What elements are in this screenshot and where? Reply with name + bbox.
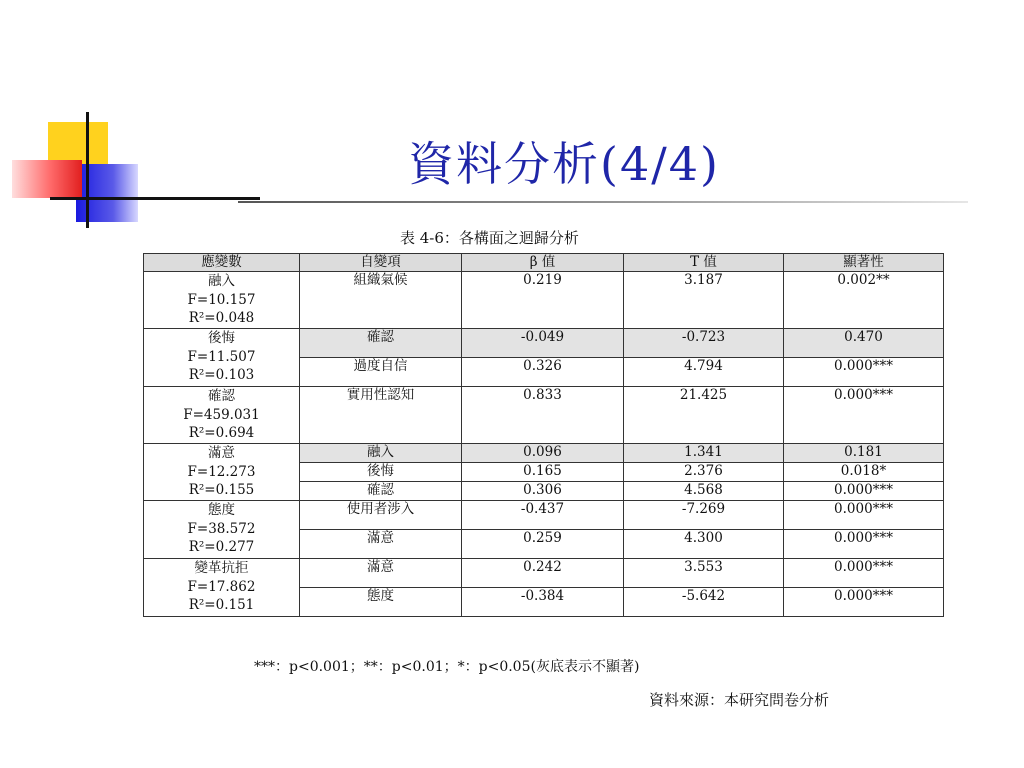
f-statistic: F=12.273 [187, 463, 256, 480]
f-statistic: F=38.572 [187, 520, 256, 537]
independent-variable-cell: 確認 [300, 482, 462, 501]
t-value-cell: -7.269 [624, 501, 784, 530]
header-t-value: T 值 [624, 254, 784, 272]
table-row [144, 272, 944, 329]
beta-cell: 0.096 [462, 444, 624, 463]
t-value-cell: 4.568 [624, 482, 784, 501]
significance-cell: 0.002** [784, 272, 944, 329]
r-squared: R²=0.151 [188, 597, 255, 613]
significance-cell: 0.470 [784, 329, 944, 358]
dependent-variable-cell [144, 559, 300, 617]
independent-variable-cell: 實用性認知 [300, 387, 462, 444]
dependent-variable-cell [144, 272, 300, 329]
beta-cell: -0.437 [462, 501, 624, 530]
t-value-cell: -0.723 [624, 329, 784, 358]
data-source: 資料來源：本研究問卷分析 [649, 691, 830, 709]
beta-cell: 0.219 [462, 272, 624, 329]
header-dependent-variable: 應變數 [144, 254, 300, 272]
beta-cell: -0.049 [462, 329, 624, 358]
f-statistic: F=11.507 [187, 348, 256, 365]
table-row [144, 559, 944, 588]
table-footnote: ***：p<0.001；**：p<0.01；*：p<0.05(灰底表示不顯著) [254, 659, 640, 675]
slide-logo [0, 0, 260, 240]
independent-variable-cell: 滿意 [300, 559, 462, 588]
dependent-variable-name: 確認 [208, 388, 235, 404]
significance-cell: 0.181 [784, 444, 944, 463]
header-independent-variable: 自變項 [300, 254, 462, 272]
independent-variable-cell: 組織氣候 [300, 272, 462, 329]
beta-cell: 0.306 [462, 482, 624, 501]
significance-cell: 0.000*** [784, 501, 944, 530]
r-squared: R²=0.048 [188, 310, 255, 326]
r-squared: R²=0.694 [188, 425, 255, 441]
significance-cell: 0.000*** [784, 358, 944, 387]
r-squared: R²=0.277 [188, 539, 255, 555]
dependent-variable-cell [144, 387, 300, 444]
dependent-variable-name: 後悔 [208, 330, 235, 346]
beta-cell: -0.384 [462, 588, 624, 617]
significance-cell: 0.000*** [784, 559, 944, 588]
significance-cell: 0.018* [784, 463, 944, 482]
r-squared: R²=0.155 [188, 482, 255, 498]
table-caption: 表 4-6：各構面之迴歸分析 [400, 229, 579, 247]
t-value-cell: 4.300 [624, 530, 784, 559]
dependent-variable-name: 態度 [208, 502, 235, 518]
regression-table [143, 253, 944, 617]
independent-variable-cell: 過度自信 [300, 358, 462, 387]
slide-title: 資料分析(4/4) [408, 137, 720, 191]
t-value-cell: 2.376 [624, 463, 784, 482]
dependent-variable-name: 變革抗拒 [194, 560, 249, 576]
dependent-variable-cell [144, 329, 300, 387]
t-value-cell: 1.341 [624, 444, 784, 463]
beta-cell: 0.165 [462, 463, 624, 482]
significance-cell: 0.000*** [784, 588, 944, 617]
t-value-cell: 21.425 [624, 387, 784, 444]
table-row [144, 501, 944, 530]
table-row [144, 329, 944, 358]
beta-cell: 0.326 [462, 358, 624, 387]
independent-variable-cell: 態度 [300, 588, 462, 617]
header-significance: 顯著性 [784, 254, 944, 272]
t-value-cell: -5.642 [624, 588, 784, 617]
dependent-variable-name: 融入 [208, 273, 235, 289]
r-squared: R²=0.103 [188, 367, 255, 383]
title-underline-rule [238, 201, 968, 203]
independent-variable-cell: 確認 [300, 329, 462, 358]
f-statistic: F=17.862 [187, 578, 256, 595]
beta-cell: 0.242 [462, 559, 624, 588]
t-value-cell: 3.187 [624, 272, 784, 329]
significance-cell: 0.000*** [784, 387, 944, 444]
dependent-variable-name: 滿意 [208, 445, 235, 461]
independent-variable-cell: 後悔 [300, 463, 462, 482]
beta-cell: 0.833 [462, 387, 624, 444]
table-row [144, 387, 944, 444]
header-beta: β 值 [462, 254, 624, 272]
beta-cell: 0.259 [462, 530, 624, 559]
f-statistic: F=459.031 [183, 406, 260, 423]
table-row [144, 444, 944, 463]
independent-variable-cell: 使用者涉入 [300, 501, 462, 530]
f-statistic: F=10.157 [187, 291, 256, 308]
logo-horizontal-line [50, 197, 260, 200]
t-value-cell: 4.794 [624, 358, 784, 387]
significance-cell: 0.000*** [784, 530, 944, 559]
table-body [144, 272, 944, 617]
table-header-row [144, 254, 944, 272]
significance-cell: 0.000*** [784, 482, 944, 501]
dependent-variable-cell [144, 444, 300, 501]
t-value-cell: 3.553 [624, 559, 784, 588]
dependent-variable-cell [144, 501, 300, 559]
independent-variable-cell: 融入 [300, 444, 462, 463]
independent-variable-cell: 滿意 [300, 530, 462, 559]
